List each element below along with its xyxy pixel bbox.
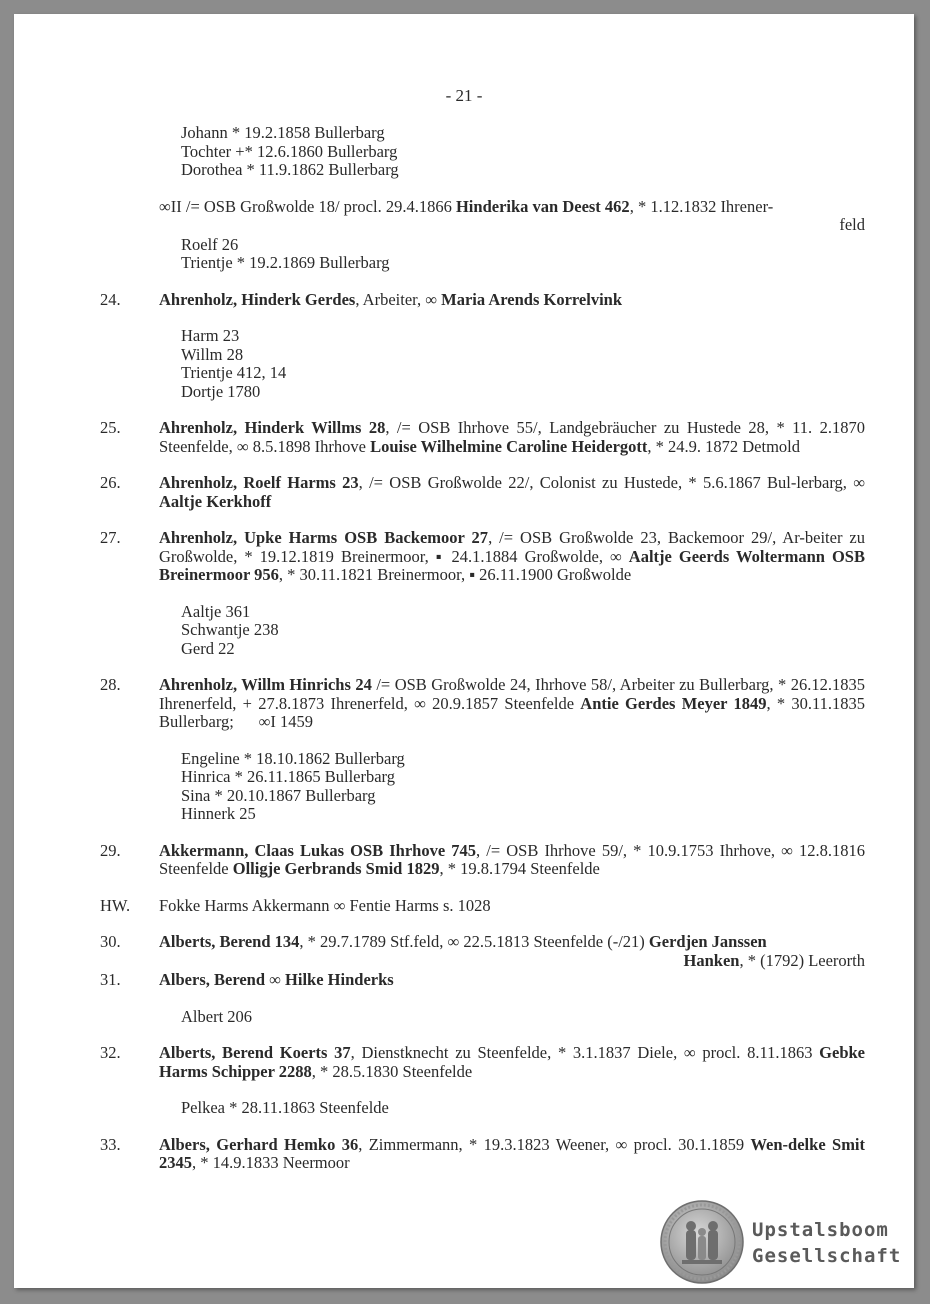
entry-text: /= OSB Großwolde 24, Ihrhove 58/, Arbeiter zu Bullerbarg, * 26.12.1835 Ihrenerfeld, + 27.8.1873 Ihrenerfeld, ∞ 20.9.1857 Steenfelde xyxy=(159,675,865,713)
entry-number: 29. xyxy=(100,840,121,860)
person-name: Akkermann, Claas Lukas OSB Ihrhove 745 xyxy=(159,840,477,860)
entry-text: , * 29.7.1789 Stf.feld, ∞ 22.5.1813 Steenfelde (-/21) xyxy=(299,932,649,951)
child-item: Aaltje 361 xyxy=(181,601,251,621)
children-list xyxy=(100,327,865,401)
entry-text: , * 30.11.1835 Bullerbarg; ∞I 1459 xyxy=(159,693,870,731)
society-seal-icon xyxy=(660,1200,744,1284)
entry-number: 26. xyxy=(100,473,121,492)
child-item: Johann * 19.2.1858 Bullerbarg xyxy=(181,123,385,142)
entry-text: Fokke Harms Akkermann ∞ Fentie Harms s. 1028 xyxy=(159,895,491,915)
person-name: Albers, Berend xyxy=(159,970,266,989)
entry-29 xyxy=(100,842,865,879)
entry-text: , Arbeiter, ∞ xyxy=(355,289,442,309)
entry-text: , * 24.9. 1872 Detmold xyxy=(647,436,801,456)
children-list xyxy=(100,124,865,180)
document-content xyxy=(100,123,870,1191)
children-list xyxy=(100,1099,865,1118)
person-name: Albers, Gerhard Hemko 36 xyxy=(159,1134,359,1154)
entry-hw xyxy=(100,897,865,916)
entry-number: 33. xyxy=(100,1134,121,1154)
entry-number: 28. xyxy=(100,675,121,694)
page-number: - 21 - xyxy=(445,86,483,105)
child-item: Schwantje 238 xyxy=(181,620,279,639)
entry-26 xyxy=(100,474,865,511)
spouse-name: Hilke Hinderks xyxy=(285,970,394,989)
child-item: Gerd 22 xyxy=(181,638,235,658)
entry-24 xyxy=(100,291,865,310)
child-item: Harm 23 xyxy=(181,326,240,345)
spouse-name-cont: Hanken xyxy=(683,950,740,970)
entry-number: 31. xyxy=(100,970,121,989)
entry-text: , /= OSB Großwolde 23, Backemoor 29/, Ar-beiter zu Großwolde, * 19.12.1819 Breinermoor, ▪ 24.1.1884 Großwolde, ∞ xyxy=(159,528,865,566)
entry-text: , * (1792) Leerorth xyxy=(739,950,865,970)
spouse-name: Louise Wilhelmine Caroline Heidergott xyxy=(370,436,648,456)
child-item: Willm 28 xyxy=(181,344,244,364)
entry-number: HW. xyxy=(100,895,131,915)
marriage-text: , * 1.12.1832 Ihrener- xyxy=(629,196,774,216)
entry-text: , /= OSB Ihrhove 55/, Landgebräucher zu Hustede 28, * 11. 2.1870 Steenfelde, ∞ 8.5.1898 Ihrhove xyxy=(159,418,865,456)
child-item: Pelkea * 28.11.1863 Steenfelde xyxy=(181,1098,389,1117)
child-item: Trientje * 19.2.1869 Bullerbarg xyxy=(181,253,390,272)
child-item: Dortje 1780 xyxy=(181,381,261,401)
spouse-name: Gerdjen Janssen xyxy=(648,932,767,951)
entry-text: , * 28.5.1830 Steenfelde xyxy=(311,1061,473,1081)
spouse-name: Gebke Harms Schipper 2288 xyxy=(159,1043,865,1081)
entry-number: 25. xyxy=(100,418,121,437)
society-name-line2: Gesellschaft xyxy=(752,1245,902,1267)
entry-text: , Zimmermann, * 19.3.1823 Weener, ∞ procl. 30.1.1859 xyxy=(358,1134,751,1154)
child-item: Hinnerk 25 xyxy=(181,804,256,823)
entry-text: , * 14.9.1833 Neermoor xyxy=(192,1153,350,1172)
society-name-line1: Upstalsboom xyxy=(752,1219,889,1241)
entry-33 xyxy=(100,1136,865,1173)
marriage-text: ∞II /= OSB Großwolde 18/ procl. 29.4.1866 xyxy=(159,196,456,216)
spouse-name: Maria Arends Korrelvink xyxy=(441,289,623,309)
children-list xyxy=(100,603,865,659)
entry-text: , * 30.11.1821 Breinermoor, ▪ 26.11.1900 Großwolde xyxy=(278,565,632,584)
child-item: Roelf 26 xyxy=(181,234,239,254)
spouse-name: Aaltje Geerds Woltermann OSB Breinermoor 956 xyxy=(159,546,865,584)
entry-number: 24. xyxy=(100,289,121,309)
entry-31 xyxy=(100,971,865,990)
entry-text: , /= OSB Großwolde 22/, Colonist zu Hustede, * 5.6.1867 Bul-lerbarg, ∞ xyxy=(358,473,865,492)
entry-number: 30. xyxy=(100,932,121,951)
marriage-text-cont: feld xyxy=(839,215,865,234)
child-item: Engeline * 18.10.1862 Bullerbarg xyxy=(181,748,405,768)
second-marriage xyxy=(100,198,865,235)
child-item: Dorothea * 11.9.1862 Bullerbarg xyxy=(181,160,399,179)
spouse-name: Hinderika van Deest 462 xyxy=(455,196,630,216)
spouse-name: Antie Gerdes Meyer 1849 xyxy=(580,693,767,713)
document-page xyxy=(14,14,914,1288)
entry-text: , /= OSB Ihrhove 59/, * 10.9.1753 Ihrhove, ∞ 12.8.1816 Steenfelde xyxy=(159,840,865,878)
spouse-name: Aaltje Kerkhoff xyxy=(159,491,272,511)
entry-text: , * 19.8.1794 Steenfelde xyxy=(439,859,600,878)
person-name: Ahrenholz, Hinderk Willms 28 xyxy=(159,418,386,437)
entry-text: ∞ xyxy=(265,970,286,989)
spouse-name: Wen-delke Smit 2345 xyxy=(159,1134,866,1172)
children-list xyxy=(100,236,865,273)
person-name: Ahrenholz, Hinderk Gerdes xyxy=(159,289,356,309)
person-name: Ahrenholz, Roelf Harms 23 xyxy=(159,473,359,492)
person-name: Ahrenholz, Willm Hinrichs 24 xyxy=(159,675,372,694)
entry-number: 27. xyxy=(100,528,121,547)
society-name xyxy=(752,1217,901,1269)
child-item: Albert 206 xyxy=(181,1006,253,1026)
entry-28 xyxy=(100,675,870,732)
person-name: Alberts, Berend Koerts 37 xyxy=(159,1043,351,1062)
children-list xyxy=(100,750,865,824)
child-item: Tochter +* 12.6.1860 Bullerbarg xyxy=(181,141,398,161)
children-list xyxy=(100,1008,865,1027)
child-item: Hinrica * 26.11.1865 Bullerbarg xyxy=(181,767,396,786)
person-name: Alberts, Berend 134 xyxy=(159,932,300,951)
entry-32 xyxy=(100,1044,865,1081)
entry-30 xyxy=(100,933,865,970)
person-name: Ahrenholz, Upke Harms OSB Backemoor 27 xyxy=(159,528,489,547)
child-item: Trientje 412, 14 xyxy=(181,363,287,382)
child-item: Sina * 20.10.1867 Bullerbarg xyxy=(181,785,376,805)
entry-25 xyxy=(100,419,865,456)
entry-27 xyxy=(100,529,865,585)
spouse-name: Olligje Gerbrands Smid 1829 xyxy=(232,859,440,878)
entry-number: 32. xyxy=(100,1043,121,1062)
entry-text: , Dienstknecht zu Steenfelde, * 3.1.1837 Diele, ∞ procl. 8.11.1863 xyxy=(350,1043,820,1062)
